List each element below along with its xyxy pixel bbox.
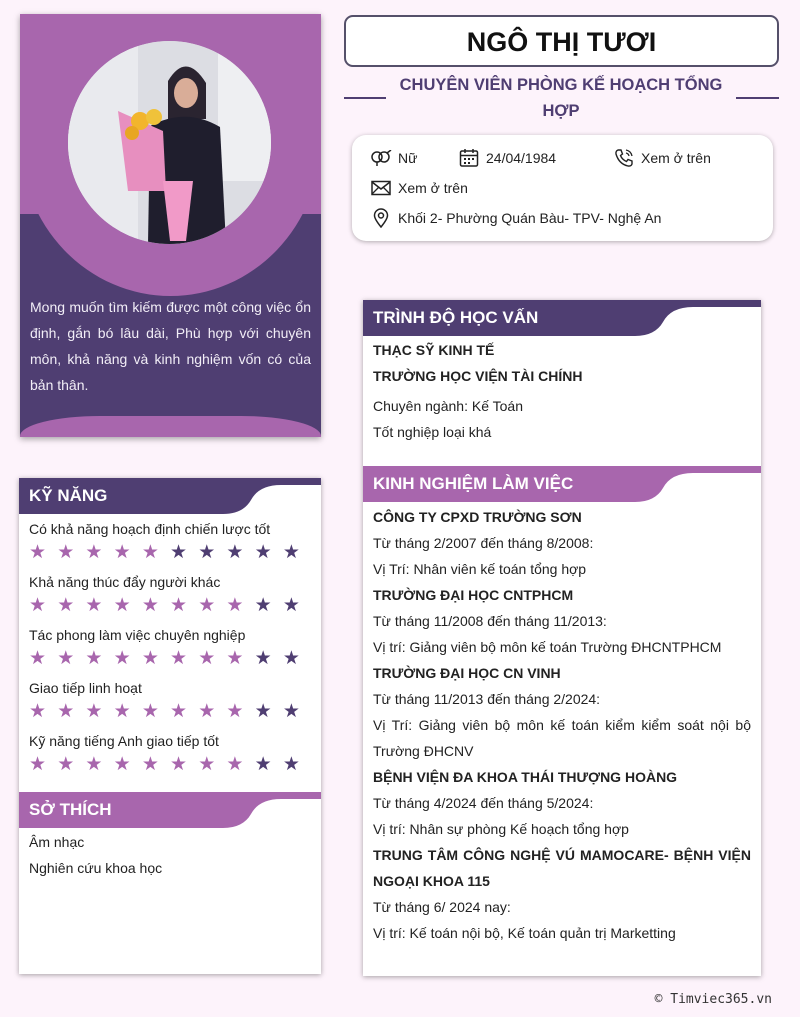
hobby-item: Nghiên cứu khoa học	[29, 860, 163, 876]
skill-name: Khả năng thúc đẩy người khác	[29, 574, 221, 590]
job-role: Vị Trí: Nhân viên kế toán tổng hợp	[373, 561, 587, 577]
skill-name: Kỹ năng tiếng Anh giao tiếp tốt	[29, 733, 219, 749]
contact-birthday: 24/04/1984	[458, 148, 556, 168]
star-icon: ★	[141, 542, 159, 563]
star-icon: ★	[198, 648, 216, 669]
star-icon: ★	[254, 542, 272, 563]
title-divider-right	[736, 97, 779, 99]
skill-rating	[29, 645, 311, 673]
star-icon: ★	[29, 542, 47, 563]
skills-panel	[19, 478, 321, 974]
star-icon: ★	[29, 595, 47, 616]
job-company: TRUNG TÂM CÔNG NGHỆ VÚ MAMOCARE- BỆNH VIỆN NGOẠI KHOA 115	[373, 847, 751, 889]
skill-item	[19, 732, 321, 779]
star-icon: ★	[141, 648, 159, 669]
star-icon: ★	[113, 754, 131, 775]
star-icon: ★	[113, 542, 131, 563]
skill-item	[19, 626, 321, 673]
star-icon: ★	[170, 648, 188, 669]
star-icon: ★	[198, 701, 216, 722]
main-panel	[363, 300, 761, 976]
star-icon: ★	[141, 701, 159, 722]
mail-icon	[370, 178, 392, 198]
star-icon: ★	[226, 595, 244, 616]
star-icon: ★	[85, 754, 103, 775]
school: TRƯỜNG HỌC VIỆN TÀI CHÍNH	[373, 368, 583, 384]
job-company: TRƯỜNG ĐẠI HỌC CNTPHCM	[373, 587, 574, 603]
profile-card	[20, 14, 321, 437]
star-icon: ★	[85, 595, 103, 616]
skill-item	[19, 520, 321, 567]
skill-rating	[29, 539, 311, 567]
job-company: CÔNG TY CPXD TRƯỜNG SƠN	[373, 509, 582, 525]
grade: Tốt nghiệp loại khá	[373, 424, 492, 440]
star-icon: ★	[198, 754, 216, 775]
phone-icon	[613, 148, 635, 168]
star-icon: ★	[113, 648, 131, 669]
skill-name: Tác phong làm việc chuyên nghiệp	[29, 627, 246, 643]
star-icon: ★	[226, 701, 244, 722]
career-objective: Mong muốn tìm kiếm được một công việc ổn định, gắn bó lâu dài, Phù hợp với chuyên môn, khả năng và kinh nghiệm vốn có của bản thân.	[30, 299, 311, 393]
star-icon: ★	[254, 648, 272, 669]
star-icon: ★	[170, 701, 188, 722]
star-icon: ★	[226, 754, 244, 775]
star-icon: ★	[57, 595, 75, 616]
star-icon: ★	[282, 754, 300, 775]
star-icon: ★	[282, 595, 300, 616]
hobbies-title: SỞ THÍCH	[29, 800, 112, 819]
star-icon: ★	[57, 701, 75, 722]
skill-rating	[29, 592, 311, 620]
star-icon: ★	[282, 701, 300, 722]
star-icon: ★	[141, 595, 159, 616]
job-role: Vị trí: Nhân sự phòng Kế hoạch tổng hợp	[373, 821, 629, 837]
star-icon: ★	[141, 754, 159, 775]
star-icon: ★	[198, 542, 216, 563]
skill-item	[19, 679, 321, 726]
star-icon: ★	[254, 595, 272, 616]
star-icon: ★	[29, 754, 47, 775]
skill-item	[19, 573, 321, 620]
contact-address: Khối 2- Phường Quán Bàu- TPV- Nghệ An	[370, 208, 661, 228]
job-role: Vị trí: Giảng viên bộ môn kế toán Trường ĐHCNTPHCM	[373, 639, 722, 655]
skill-rating	[29, 698, 311, 726]
hobbies-header	[19, 792, 321, 828]
contact-box	[352, 135, 773, 241]
contact-phone: Xem ở trên	[613, 148, 711, 168]
star-icon: ★	[226, 648, 244, 669]
star-icon: ★	[113, 701, 131, 722]
skill-name: Giao tiếp linh hoạt	[29, 680, 142, 696]
job-period: Từ tháng 11/2013 đến tháng 2/2024:	[373, 691, 601, 707]
skills-title: KỸ NĂNG	[29, 486, 108, 505]
experience-title: KINH NGHIỆM LÀM VIỆC	[373, 474, 574, 493]
star-icon: ★	[170, 754, 188, 775]
title-divider-left	[344, 97, 386, 99]
star-icon: ★	[29, 648, 47, 669]
hobby-item: Âm nhạc	[29, 834, 85, 850]
major: Chuyên ngành: Kế Toán	[373, 398, 523, 414]
star-icon: ★	[113, 595, 131, 616]
watermark: © Timviec365.vn	[654, 992, 772, 1007]
star-icon: ★	[57, 754, 75, 775]
experience-header	[363, 466, 761, 502]
degree: THẠC SỸ KINH TẾ	[373, 342, 495, 358]
star-icon: ★	[282, 542, 300, 563]
job-period: Từ tháng 11/2008 đến tháng 11/2013:	[373, 613, 607, 629]
education-title: TRÌNH ĐỘ HỌC VẤN	[373, 308, 539, 327]
job-period: Từ tháng 6/ 2024 nay:	[373, 899, 511, 915]
calendar-icon	[458, 148, 480, 168]
star-icon: ★	[57, 648, 75, 669]
star-icon: ★	[226, 542, 244, 563]
job-role: Vị trí: Kế toán nội bộ, Kế toán quản trị Marketting	[373, 925, 676, 941]
gender-icon	[370, 148, 392, 168]
hobbies-list	[19, 828, 321, 881]
job-period: Từ tháng 4/2024 đến tháng 5/2024:	[373, 795, 594, 811]
star-icon: ★	[85, 648, 103, 669]
star-icon: ★	[29, 701, 47, 722]
star-icon: ★	[254, 701, 272, 722]
skill-name: Có khả năng hoạch định chiến lược tốt	[29, 521, 271, 537]
education-header	[363, 300, 761, 336]
job-company: TRƯỜNG ĐẠI HỌC CN VINH	[373, 665, 561, 681]
star-icon: ★	[254, 754, 272, 775]
star-icon: ★	[282, 648, 300, 669]
star-icon: ★	[85, 701, 103, 722]
job-period: Từ tháng 2/2007 đến tháng 8/2008:	[373, 535, 594, 551]
job-role: Vị Trí: Giảng viên bộ môn kế toán kiểm kiểm soát nội bộ Trường ĐHCNV	[373, 717, 751, 759]
star-icon: ★	[198, 595, 216, 616]
location-icon	[370, 208, 392, 228]
candidate-name: NGÔ THỊ TƯƠI	[344, 15, 779, 67]
contact-gender: Nữ	[370, 148, 417, 168]
avatar	[68, 41, 271, 244]
star-icon: ★	[85, 542, 103, 563]
star-icon: ★	[170, 595, 188, 616]
skill-rating	[29, 751, 311, 779]
star-icon: ★	[57, 542, 75, 563]
skills-list	[19, 520, 321, 779]
job-company: BỆNH VIỆN ĐA KHOA THÁI THƯỢNG HOÀNG	[373, 769, 678, 785]
experience-list	[363, 502, 761, 946]
job-title: CHUYÊN VIÊN PHÒNG KẾ HOẠCH TỔNG HỢP	[399, 76, 723, 120]
contact-email: Xem ở trên	[370, 178, 468, 198]
education-content	[363, 336, 761, 445]
avatar-photo	[68, 41, 271, 244]
star-icon: ★	[170, 542, 188, 563]
skills-header	[19, 478, 321, 514]
